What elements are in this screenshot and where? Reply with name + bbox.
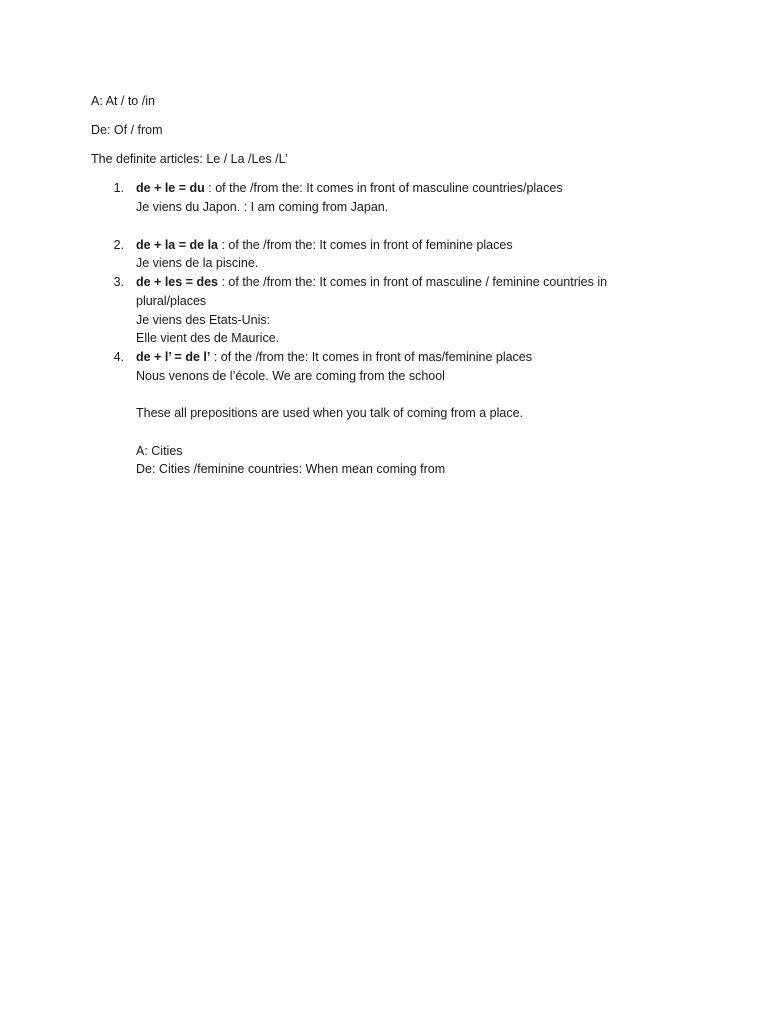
list-item-2-rule: de + la = de la [136,238,218,252]
list-item-3-rule: de + les = des [136,275,218,289]
list-item-4-number: 4. [113,350,124,364]
list-item-4-rule: de + l’ = de l’ [136,350,211,364]
list-item-1-rule: de + le = du [136,181,205,195]
list-item-3-heading [136,273,607,292]
intro-a-line: A: At / to /in [91,94,155,108]
list-item-1-example: Je viens du Japon. : I am coming from Japan. [136,200,389,214]
a-cities-note: A: Cities [136,444,183,458]
list-item-1-desc: : of the /from the: It comes in front of masculine countries/places [204,181,563,195]
prepositions-note: These all prepositions are used when you talk of coming from a place. [136,406,524,420]
list-item-4-example: Nous venons de l’école. We are coming from the school [136,369,445,383]
list-item-4-desc: : of the /from the: It comes in front of mas/feminine places [210,350,533,364]
list-item-3-desc-cont: plural/places [136,294,207,308]
list-item-2-example: Je viens de la piscine. [136,256,259,270]
list-item-1-heading [136,179,563,198]
list-item-2-heading [136,236,513,255]
list-item-1-number: 1. [113,181,124,195]
list-item-2-desc: : of the /from the: It comes in front of feminine places [218,238,513,252]
intro-articles-line: The definite articles: Le / La /Les /L’ [91,152,288,166]
list-item-4-heading [136,348,532,367]
list-item-3-number: 3. [113,275,124,289]
list-item-2-number: 2. [113,238,124,252]
list-item-3-desc: : of the /from the: It comes in front of masculine / feminine countries in [218,275,608,289]
list-item-3-example-2: Elle vient des de Maurice. [136,331,280,345]
de-cities-note: De: Cities /feminine countries: When mean coming from [136,462,446,476]
list-item-3-example-1: Je viens des Etats-Unis: [136,313,271,327]
intro-de-line: De: Of / from [91,123,163,137]
